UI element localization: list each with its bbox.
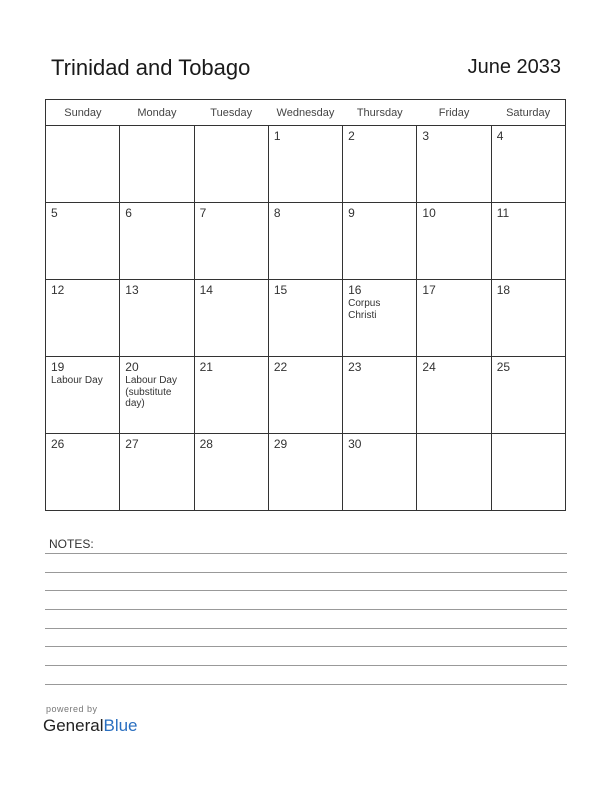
brand-blue: Blue — [103, 716, 138, 735]
powered-by-text: powered by — [46, 704, 98, 714]
day-cell — [46, 280, 120, 357]
note-line[interactable] — [45, 609, 567, 610]
day-number: 10 — [422, 206, 436, 220]
day-number: 28 — [199, 437, 213, 451]
day-number: 30 — [348, 437, 362, 451]
day-number: 27 — [125, 437, 139, 451]
weekday-header: Friday — [417, 100, 491, 126]
day-number: 26 — [51, 437, 65, 451]
day-number: 8 — [273, 206, 281, 220]
day-cell — [194, 434, 268, 511]
day-cell — [417, 126, 491, 203]
day-cell — [417, 280, 491, 357]
day-cell — [268, 434, 342, 511]
day-cell — [120, 357, 194, 434]
day-cell — [268, 203, 342, 280]
day-cell — [194, 126, 268, 203]
day-number: 9 — [348, 206, 355, 220]
day-number: 12 — [51, 283, 65, 297]
day-number: 15 — [273, 283, 288, 297]
week-row — [46, 434, 566, 511]
day-number: 6 — [125, 206, 132, 220]
day-cell — [120, 434, 194, 511]
day-number: 19 — [51, 360, 65, 374]
day-cell — [491, 434, 565, 511]
day-cell — [194, 357, 268, 434]
day-number: 24 — [422, 360, 436, 374]
holiday-label: Corpus Christi — [348, 298, 381, 321]
note-line[interactable] — [45, 572, 567, 573]
day-cell — [343, 280, 417, 357]
day-number: 14 — [199, 283, 213, 297]
week-row — [46, 126, 566, 203]
holiday-label: Labour Day (substitute day) — [125, 375, 177, 409]
day-cell — [268, 126, 342, 203]
brand-logo[interactable] — [43, 716, 138, 736]
day-cell — [120, 203, 194, 280]
day-cell — [491, 357, 565, 434]
brand-general: General — [43, 716, 104, 735]
day-cell — [343, 434, 417, 511]
weekday-header-row — [46, 100, 566, 126]
day-cell — [46, 203, 120, 280]
day-number: 16 — [348, 283, 362, 297]
day-cell — [194, 203, 268, 280]
day-cell — [120, 280, 194, 357]
day-cell — [46, 434, 120, 511]
week-row — [46, 280, 566, 357]
day-cell — [417, 434, 491, 511]
weekday-header: Sunday — [46, 100, 120, 126]
day-cell — [46, 126, 120, 203]
day-number: 21 — [199, 360, 213, 374]
day-cell — [417, 203, 491, 280]
day-cell — [343, 203, 417, 280]
day-number: 7 — [199, 206, 207, 220]
holiday-label: Labour Day — [51, 375, 103, 386]
day-number: 11 — [496, 206, 510, 220]
day-number: 5 — [51, 206, 58, 220]
day-cell — [46, 357, 120, 434]
notes-label: NOTES: — [49, 537, 94, 551]
day-number: 1 — [273, 129, 281, 143]
day-cell — [417, 357, 491, 434]
weekday-header: Saturday — [491, 100, 565, 126]
weekday-header: Tuesday — [194, 100, 268, 126]
day-cell — [268, 357, 342, 434]
day-number: 18 — [496, 283, 511, 297]
day-number: 23 — [348, 360, 362, 374]
day-cell — [491, 126, 565, 203]
day-number: 25 — [496, 360, 511, 374]
week-row — [46, 203, 566, 280]
day-number: 20 — [125, 360, 139, 374]
note-line[interactable] — [45, 665, 567, 666]
note-line[interactable] — [45, 646, 567, 647]
note-line[interactable] — [45, 684, 567, 685]
day-number: 3 — [422, 129, 430, 143]
weekday-header: Thursday — [343, 100, 417, 126]
note-line[interactable] — [45, 553, 567, 554]
day-cell — [120, 126, 194, 203]
day-cell — [343, 126, 417, 203]
day-number: 2 — [348, 129, 355, 143]
note-line[interactable] — [45, 628, 567, 629]
day-number: 22 — [273, 360, 288, 374]
day-cell — [491, 203, 565, 280]
day-cell — [194, 280, 268, 357]
week-row — [46, 357, 566, 434]
day-cell — [343, 357, 417, 434]
day-cell — [491, 280, 565, 357]
weekday-header: Wednesday — [268, 100, 342, 126]
note-line[interactable] — [45, 590, 567, 591]
day-number: 4 — [496, 129, 504, 143]
calendar-grid — [45, 99, 566, 511]
day-number: 17 — [422, 283, 436, 297]
calendar-month-title: June 2033 — [467, 56, 561, 78]
day-number: 29 — [273, 437, 288, 451]
weekday-header: Monday — [120, 100, 194, 126]
day-number: 13 — [125, 283, 139, 297]
calendar-country-title: Trinidad and Tobago — [51, 55, 251, 80]
day-cell — [268, 280, 342, 357]
